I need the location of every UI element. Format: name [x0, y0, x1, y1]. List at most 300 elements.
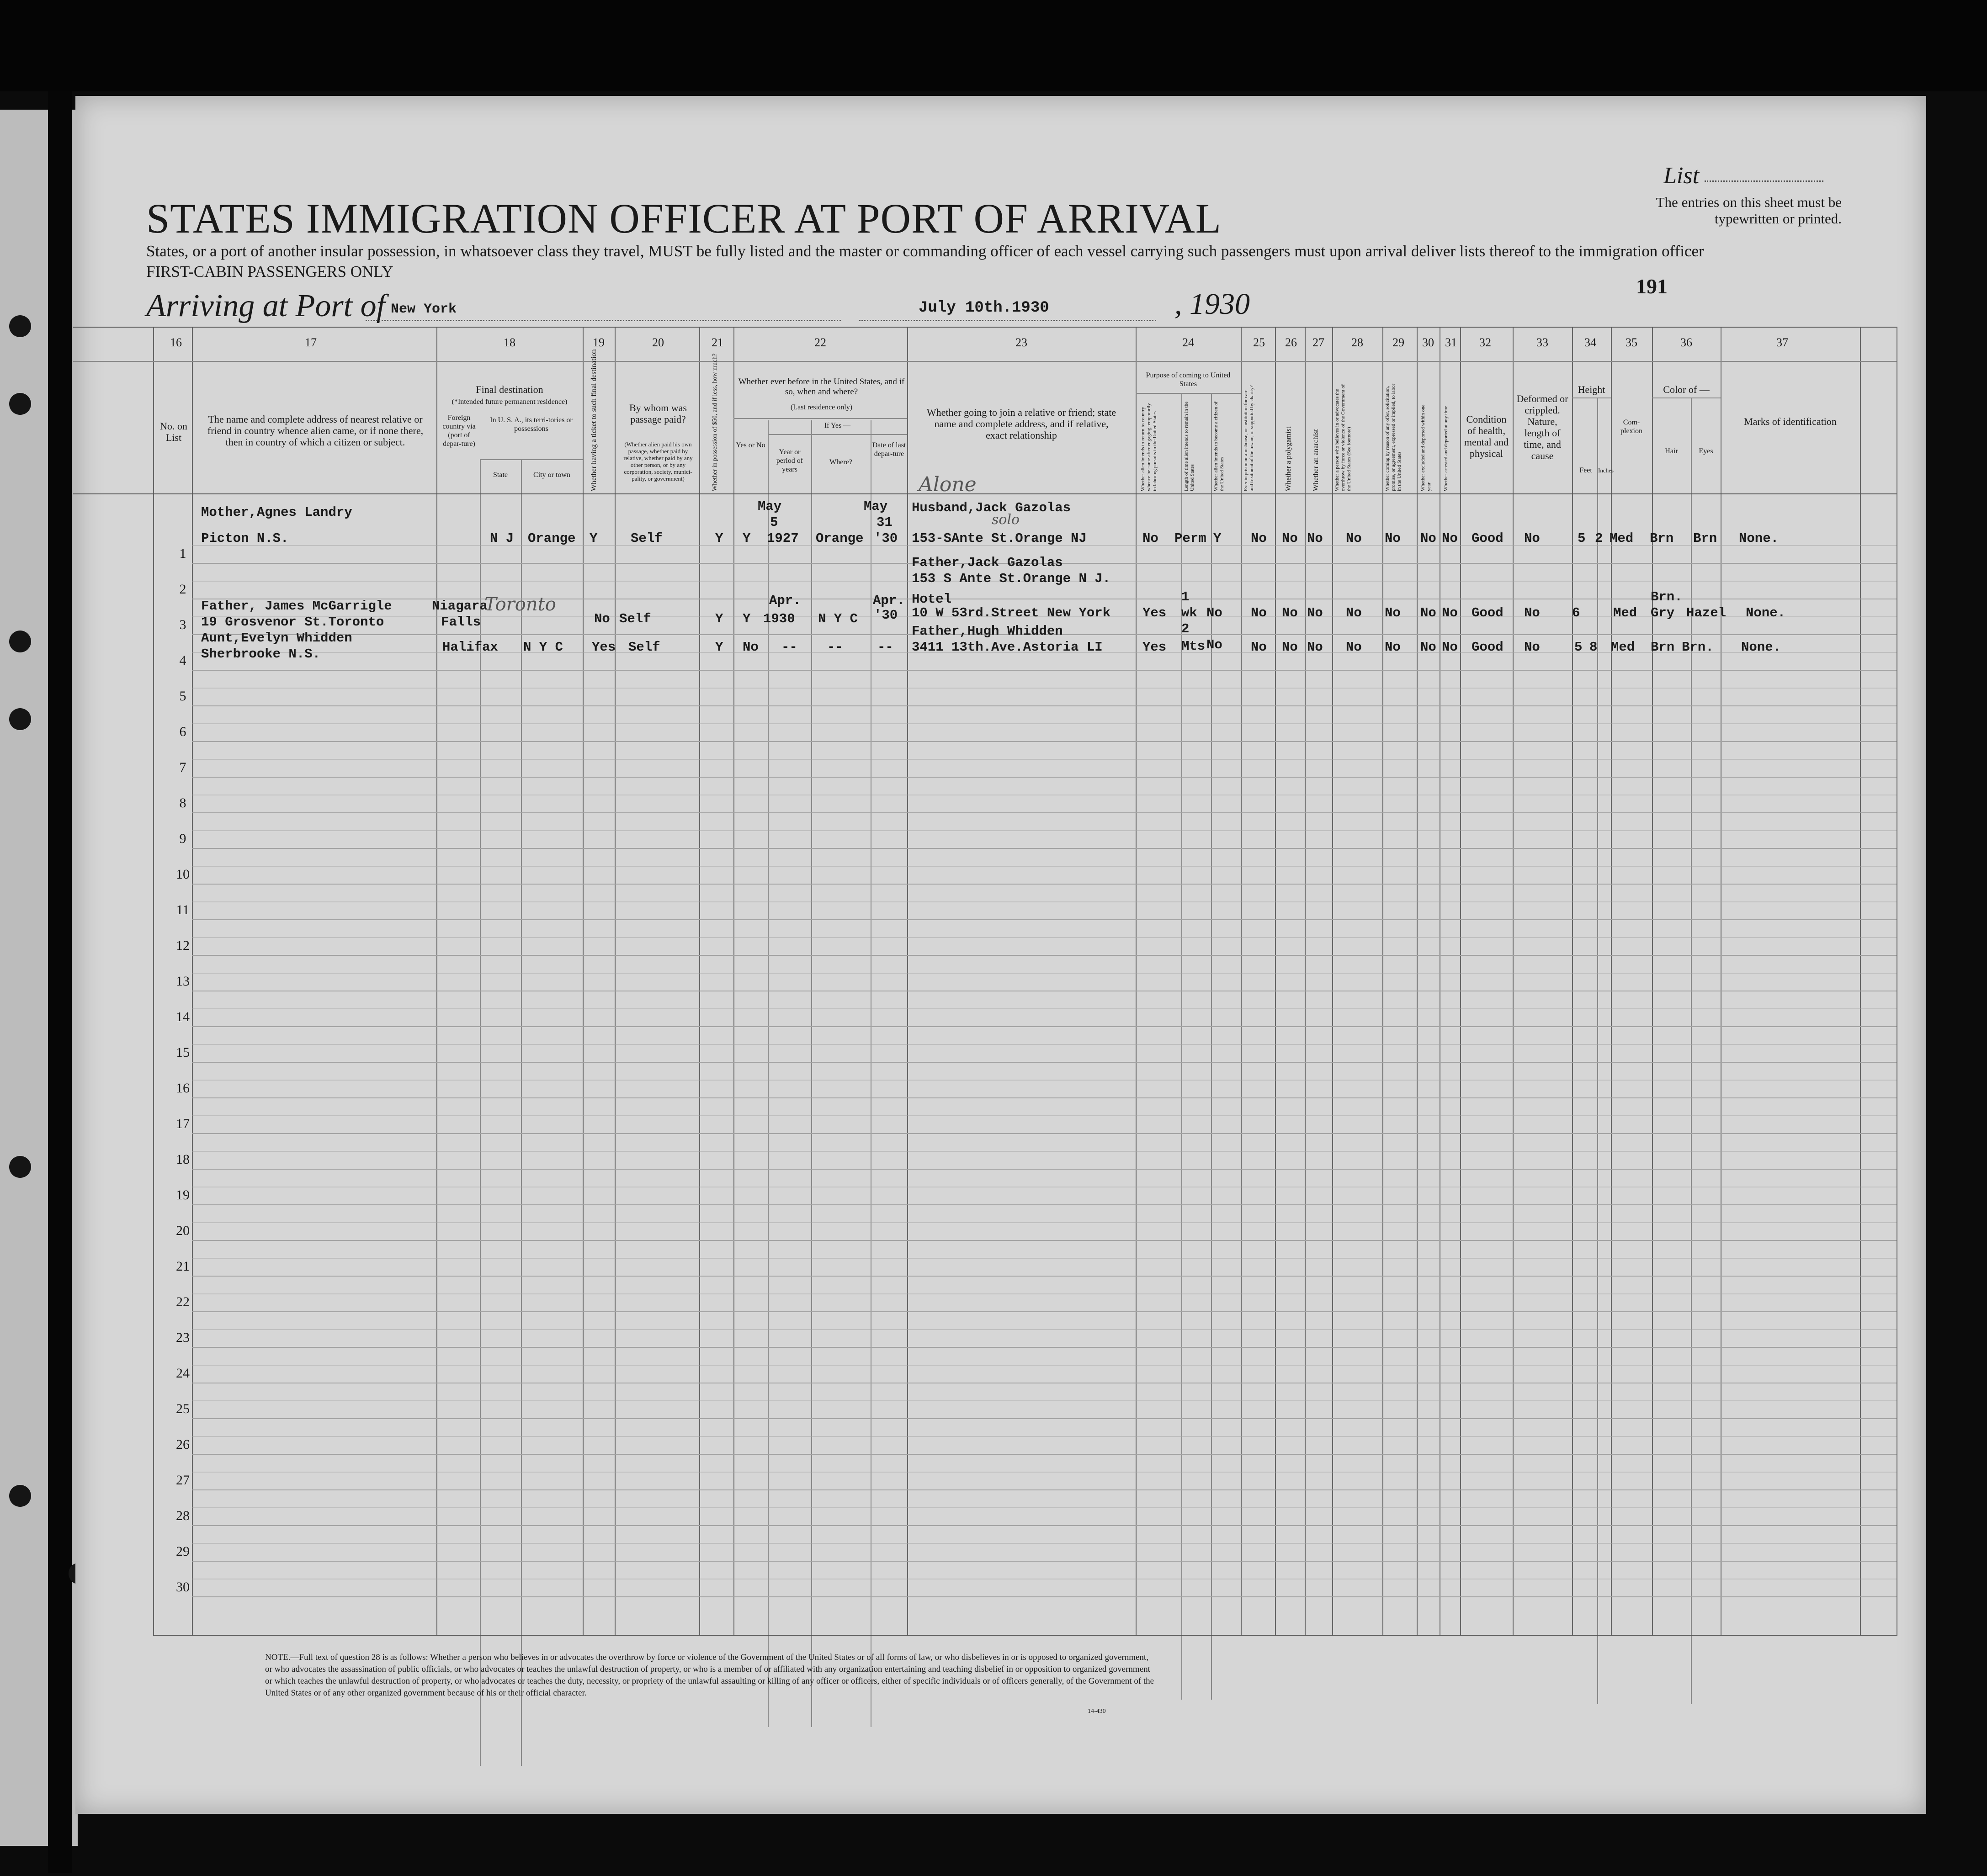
column-heading: Whether excluded and deported within one year [1420, 404, 1432, 491]
row-number: 7 [179, 760, 186, 775]
row-rule [192, 812, 1897, 813]
row-number: 13 [176, 974, 190, 989]
row-rule [192, 759, 1897, 760]
eye-color: Brn. [1682, 640, 1714, 655]
answer-29: No [1385, 640, 1401, 655]
passenger-class-label: FIRST-CABIN PASSENGERS ONLY [146, 263, 393, 281]
identification-marks: None. [1739, 531, 1779, 546]
deformed-value: No [1524, 640, 1540, 655]
answer-28: No [1346, 531, 1362, 546]
hair-color: Brn [1651, 640, 1675, 655]
row-rule [192, 1561, 1897, 1562]
header-rule [73, 361, 1897, 362]
column-divider [521, 459, 522, 1766]
answer-27: No [1307, 640, 1323, 655]
column-heading: Date of last depar-ture [872, 441, 906, 458]
passage-paid: Self [631, 531, 663, 546]
column-heading: Marks of identification [1744, 416, 1837, 427]
column-number: 23 [1015, 336, 1027, 349]
header-rule [733, 418, 907, 419]
column-heading: Whether a person who believes in or advocates the overthrow by force or violence of the Government of the United States (See footnote) [1334, 384, 1352, 491]
column-heading: Ever in prison or almshouse, or institution for care and treatment of the insane, or supported by charity? [1243, 385, 1254, 491]
column-heading: Color of — [1663, 384, 1710, 395]
row-rule [192, 1204, 1897, 1205]
arriving-label: Arriving at Port of [146, 288, 386, 323]
row-number: 1 [179, 546, 186, 561]
column-number: 28 [1351, 336, 1363, 349]
identification-marks: None. [1741, 640, 1781, 655]
ticket-value: Yes [592, 640, 616, 655]
column-heading: Purpose of coming to United States [1146, 371, 1231, 388]
row-rule [192, 1347, 1897, 1348]
column-divider [699, 327, 700, 1636]
hair-color: Gry [1651, 605, 1675, 620]
ticket-value: No [594, 611, 610, 626]
row-rule [192, 1543, 1897, 1544]
row-rule [192, 1489, 1897, 1490]
column-divider [436, 327, 437, 1636]
row-rule [192, 1240, 1897, 1241]
row-rule [192, 1258, 1897, 1259]
list-number: 191 [1636, 275, 1668, 298]
column-number: 32 [1479, 336, 1491, 349]
column-heading: Whether coming by reason of any offer, solicitation, promise, or agreement, expressed or implied, to labor in the United States [1385, 383, 1402, 491]
joining-relative: Hotel [912, 592, 952, 607]
punch-hole [9, 708, 31, 730]
arrival-year: , 1930 [1174, 287, 1250, 321]
column-heading: State [493, 471, 508, 479]
header-rule [1136, 393, 1241, 394]
column-divider [1597, 397, 1598, 1704]
complexion: Med [1611, 640, 1635, 655]
column-number: 27 [1312, 336, 1324, 349]
entries-note: The entries on this sheet must be typewritten or printed. [1656, 194, 1842, 227]
column-divider [1460, 327, 1461, 1636]
column-divider [583, 327, 584, 1636]
row-number: 21 [176, 1259, 190, 1274]
answer-27: No [1307, 605, 1323, 620]
joining-relative: Father,Hugh Whidden [912, 624, 1063, 639]
row-rule [192, 1169, 1897, 1170]
table-bottom-rule [153, 1635, 1897, 1636]
header-rule [768, 434, 907, 435]
row-number: 4 [179, 653, 186, 668]
column-divider [615, 327, 616, 1636]
column-heading: Final destination [476, 384, 543, 395]
arrival-port: New York [391, 302, 457, 317]
form-number: 14-430 [1088, 1708, 1106, 1715]
column-number: 25 [1253, 336, 1265, 349]
ticket-value: Y [590, 531, 598, 546]
punch-hole [9, 315, 31, 337]
row-rule [192, 830, 1897, 831]
column-heading: (Whether alien paid his own passage, whether paid by relative, whether paid by any other person, or by any corporation, society, munici-pality, or government) [623, 441, 693, 482]
row-rule [192, 1454, 1897, 1455]
row-rule [192, 741, 1897, 742]
dest-state: N J [490, 531, 514, 546]
previous-year: -- [781, 640, 797, 655]
column-heading: Hair [1665, 447, 1678, 455]
column-divider [907, 327, 908, 1636]
row-rule [192, 1436, 1897, 1437]
row-rule [192, 848, 1897, 849]
previous-where: N Y C [818, 611, 858, 626]
hair-color: Brn [1650, 531, 1674, 546]
row-number: 23 [176, 1330, 190, 1345]
row-rule [192, 777, 1897, 778]
row-rule [192, 1507, 1897, 1508]
column-heading: In U. S. A., its terri-tories or possessions [490, 416, 573, 433]
row-rule [192, 1133, 1897, 1134]
answer-25: No [1251, 640, 1267, 655]
departure-date: 31 [877, 515, 893, 530]
column-heading: No. on List [160, 420, 187, 443]
dest-city: N Y C [523, 640, 563, 655]
answer-28: No [1346, 640, 1362, 655]
column-divider [1860, 327, 1861, 1636]
column-heading: Whether ever before in the United States, and if so, when and where? [738, 377, 905, 397]
row-number: 11 [176, 902, 190, 917]
height-inches: 2 [1595, 531, 1603, 546]
length-of-stay: Mts [1181, 639, 1206, 654]
list-label: List [1663, 163, 1700, 189]
column-heading: (*Intended future permanent residence) [452, 398, 568, 406]
row-number: 5 [179, 689, 186, 704]
instructions-text: States, or a port of another insular possession, in whatsoever class they travel, MUST be fully listed and the master or commanding officer of each vessel carrying such passengers must upon arrival deliver lists thereof to the immigration officer [146, 242, 1704, 260]
column-number: 20 [652, 336, 664, 349]
row-rule [192, 955, 1897, 956]
answer-29: No [1385, 531, 1401, 546]
money-value: Y [715, 531, 723, 546]
row-number: 15 [176, 1045, 190, 1060]
punch-hole [9, 393, 31, 415]
departure-date: Apr. [873, 593, 905, 608]
column-heading: City or town [533, 471, 570, 479]
row-rule [192, 1115, 1897, 1116]
column-divider [1382, 327, 1383, 1636]
citizen-intent: No [1206, 605, 1222, 620]
row-number: 3 [179, 617, 186, 632]
column-heading: Whether alien intends to return to country whence he came after engaging temporarily in laboring pursuits in the United States [1140, 403, 1158, 491]
answer-25: No [1251, 605, 1267, 620]
row-number: 9 [179, 831, 186, 846]
relative-address: Sherbrooke N.S. [201, 647, 321, 662]
column-heading: By whom was passage paid? [629, 402, 687, 425]
row-rule [192, 937, 1897, 938]
column-heading: Where? [829, 458, 852, 466]
answer-28: No [1346, 605, 1362, 620]
column-divider [1211, 393, 1212, 1700]
row-number: 16 [176, 1081, 190, 1096]
row-number: 10 [176, 867, 190, 882]
column-heading: Whether alien intends to become a citizen of the United States [1213, 401, 1225, 491]
row-number: 17 [176, 1116, 190, 1131]
column-divider [153, 327, 154, 1636]
relative-name: Mother,Agnes Landry [201, 505, 352, 520]
row-rule [192, 1418, 1897, 1419]
column-divider [480, 459, 481, 1766]
column-heading: Deformed or crippled. Nature, length of time, and cause [1516, 393, 1568, 461]
departure-date: -- [877, 640, 893, 655]
handwritten-note: Toronto [484, 594, 556, 615]
joining-address: 153-SAnte St.Orange NJ [912, 531, 1087, 546]
row-number: 28 [176, 1508, 190, 1523]
row-number: 27 [176, 1473, 190, 1488]
previous-where: Orange [816, 531, 864, 546]
column-divider [1513, 327, 1514, 1636]
eye-color: Hazel [1686, 605, 1727, 620]
answer-29: No [1385, 605, 1401, 620]
punch-hole [9, 631, 31, 652]
foreign-departure: Falls [441, 615, 481, 630]
answer-25: No [1251, 531, 1267, 546]
previous-where: -- [827, 640, 843, 655]
header-rule [1652, 397, 1721, 398]
row-number: 8 [179, 795, 186, 811]
purpose-value: No [1142, 531, 1158, 546]
answer-31: No [1442, 640, 1458, 655]
punch-hole [9, 1156, 31, 1178]
complexion: Med [1610, 531, 1634, 546]
column-heading: Condition of health, mental and physical [1464, 413, 1509, 459]
previous-year: 1930 [763, 611, 795, 626]
column-heading: Year or period of years [776, 448, 803, 473]
row-number: 19 [176, 1187, 190, 1203]
money-value: Y [715, 611, 723, 626]
row-number: 26 [176, 1437, 190, 1452]
column-heading: Inches [1598, 467, 1614, 474]
row-rule [192, 1222, 1897, 1223]
port-underline [366, 320, 841, 321]
column-divider [733, 327, 734, 1636]
previous-visit: Y [743, 611, 751, 626]
row-rule [192, 1008, 1897, 1009]
row-number: 20 [176, 1223, 190, 1238]
footnote: NOTE.—Full text of question 28 is as follows: Whether a person who believes in or advocates the overthrow by force or violence of the Government of the United States or of all forms of law, or who disbelieves in or is opposed to organized government, or who advocates the assassination of public officials, or who advocates or teaches the unlawful destruction of property, or who is a member of or affiliated with any organization entertaining and teaching disbelief in or opposition to organized government or which teaches the unlawful destruction of property, or who advocates or teaches the duty, necessity, or propriety of the unlawful assaulting or killing of any officer or officers, either of specific individuals or of officers generally, of the Government of the United States or of any other organized government because of his or their official character. [265, 1653, 1154, 1698]
row-rule [192, 1026, 1897, 1027]
health-condition: Good [1472, 531, 1504, 546]
column-divider [1417, 327, 1418, 1636]
height-inches: 8 [1589, 640, 1598, 655]
column-heading: (Last residence only) [790, 403, 853, 411]
column-heading: If Yes — [824, 422, 851, 429]
relative-name: Aunt,Evelyn Whidden [201, 631, 352, 646]
column-heading: Yes or No [736, 441, 765, 449]
length-of-stay: wk [1181, 605, 1197, 620]
column-number: 24 [1182, 336, 1194, 349]
row-rule [192, 1080, 1897, 1081]
column-heading: Eyes [1699, 447, 1713, 455]
handwritten-note: Alone [919, 473, 977, 496]
joining-address: 10 W 53rd.Street New York [912, 605, 1111, 620]
joining-relative: Husband,Jack Gazolas [912, 500, 1071, 515]
row-number: 22 [176, 1294, 190, 1309]
answer-30: No [1420, 605, 1436, 620]
column-heading: Whether having a ticket to such final destination [590, 349, 598, 491]
scan-background [0, 0, 1987, 91]
relative-address: 19 Grosvenor St.Toronto [201, 615, 384, 630]
column-divider [1611, 327, 1612, 1636]
column-divider [1332, 327, 1333, 1636]
row-rule [192, 1311, 1897, 1312]
row-rule [192, 1293, 1897, 1294]
column-number: 30 [1422, 336, 1434, 349]
row-rule [192, 1097, 1897, 1098]
dest-city: Orange [528, 531, 576, 546]
row-number: 2 [179, 582, 186, 597]
previous-year: Apr. [769, 593, 801, 608]
previous-visit: Y [743, 531, 751, 546]
column-divider [1241, 327, 1242, 1636]
hair-color: Brn. [1651, 589, 1683, 604]
row-rule [192, 1525, 1897, 1526]
row-rule [192, 1596, 1897, 1597]
departure-date: '30 [874, 531, 898, 546]
row-number: 18 [176, 1152, 190, 1167]
complexion: Med [1613, 605, 1637, 620]
height-feet: 5 [1578, 531, 1586, 546]
column-heading: Height [1578, 384, 1605, 395]
answer-27: No [1307, 531, 1323, 546]
punch-hole [9, 1485, 31, 1507]
column-number: 31 [1445, 336, 1457, 349]
row-number: 30 [176, 1579, 190, 1595]
foreign-departure: Halifax [442, 640, 498, 655]
column-heading: Length of time alien intends to remain in the United States [1184, 401, 1195, 491]
answer-31: No [1442, 531, 1458, 546]
row-rule [192, 884, 1897, 885]
column-number: 18 [504, 336, 515, 349]
column-divider [1572, 327, 1573, 1636]
answer-30: No [1420, 531, 1436, 546]
row-number: 29 [176, 1544, 190, 1559]
binding-strip [48, 91, 72, 1873]
row-rule [192, 1365, 1897, 1366]
previous-year: 1927 [767, 531, 799, 546]
row-rule [192, 1400, 1897, 1401]
deformed-value: No [1524, 605, 1540, 620]
row-rule [192, 973, 1897, 974]
previous-year: May [758, 499, 782, 514]
passage-paid: Self [619, 611, 651, 626]
departure-date: '30 [874, 608, 898, 623]
answer-31: No [1442, 605, 1458, 620]
column-heading: Whether in possession of $50, and if less, how much? [712, 353, 718, 491]
column-heading: The name and complete address of nearest relative or friend in country whence alien came, or if none there, then in country of which a citizen or subject. [207, 413, 424, 448]
column-heading: Com-plexion [1620, 419, 1642, 435]
header-rule [73, 327, 1897, 328]
row-rule [192, 1276, 1897, 1277]
row-rule [192, 723, 1897, 724]
height-feet: 6 [1572, 605, 1580, 620]
column-number: 21 [712, 336, 723, 349]
row-number: 14 [176, 1009, 190, 1024]
money-value: Y [715, 640, 723, 655]
column-divider [1275, 327, 1276, 1636]
answer-30: No [1420, 640, 1436, 655]
row-rule [192, 919, 1897, 920]
column-number: 22 [814, 336, 826, 349]
passage-paid: Self [628, 640, 660, 655]
column-heading: Whether going to join a relative or friend; state name and complete address, and if relative, exact relationship [926, 407, 1116, 441]
row-number: 25 [176, 1401, 190, 1416]
column-divider [1181, 393, 1182, 1700]
row-rule [192, 1329, 1897, 1330]
column-number: 36 [1680, 336, 1692, 349]
row-rule [192, 1472, 1897, 1473]
column-number: 34 [1584, 336, 1596, 349]
answer-26: No [1282, 531, 1298, 546]
height-feet: 5 [1574, 640, 1583, 655]
previous-year: 5 [770, 515, 778, 530]
relative-address: Picton N.S. [201, 531, 289, 546]
length-of-stay: 1 [1181, 589, 1190, 604]
handwritten-note: solo [992, 512, 1020, 528]
column-heading: Whether a polygamist [1285, 426, 1292, 491]
row-rule [192, 670, 1897, 671]
column-number: 17 [305, 336, 317, 349]
column-heading: Foreign country via (port of depar-ture) [442, 414, 476, 448]
header-rule [480, 459, 583, 460]
row-rule [192, 901, 1897, 902]
row-rule [192, 866, 1897, 867]
answer-26: No [1282, 640, 1298, 655]
column-divider [1136, 327, 1137, 1636]
previous-visit: No [743, 640, 759, 655]
page-title: STATES IMMIGRATION OFFICER AT PORT OF ARRIVAL [146, 195, 1222, 242]
identification-marks: None. [1746, 605, 1786, 620]
row-number: 6 [179, 724, 186, 739]
row-number: 24 [176, 1366, 190, 1381]
joining-address: 3411 13th.Ave.Astoria LI [912, 640, 1103, 655]
column-number: 33 [1536, 336, 1548, 349]
length-of-stay: 2 [1181, 621, 1190, 636]
health-condition: Good [1472, 605, 1504, 620]
header-rule [1572, 397, 1611, 398]
column-number: 35 [1626, 336, 1637, 349]
length-of-stay: Perm [1174, 531, 1206, 546]
deformed-value: No [1524, 531, 1540, 546]
column-number: 26 [1285, 336, 1297, 349]
column-divider [1305, 327, 1306, 1636]
column-number: 16 [170, 336, 182, 349]
purpose-value: Yes [1142, 640, 1167, 655]
column-heading: Feet [1579, 466, 1592, 474]
column-heading: Whether an anarchist [1312, 429, 1320, 491]
row-rule [192, 705, 1897, 706]
column-number: 37 [1776, 336, 1788, 349]
row-number: 12 [176, 938, 190, 953]
column-number: 29 [1392, 336, 1404, 349]
column-divider [1691, 397, 1692, 1704]
answer-26: No [1282, 605, 1298, 620]
citizen-intent: No [1206, 637, 1222, 652]
health-condition: Good [1472, 640, 1504, 655]
list-underline [1705, 180, 1823, 182]
relative-name: Father, James McGarrigle [201, 599, 392, 614]
arrival-date: July 10th.1930 [919, 299, 1049, 317]
row-rule [192, 1062, 1897, 1063]
eye-color: Brn [1693, 531, 1717, 546]
row-rule [192, 688, 1897, 689]
joining-address: 153 S Ante St.Orange N J. [912, 571, 1111, 586]
purpose-value: Yes [1142, 605, 1167, 620]
citizen-intent: Y [1213, 531, 1222, 546]
joining-relative: Father,Jack Gazolas [912, 555, 1063, 570]
departure-date: May [864, 499, 888, 514]
row-rule [192, 1044, 1897, 1045]
column-heading: Whether arrested and deported at any time [1443, 406, 1449, 491]
